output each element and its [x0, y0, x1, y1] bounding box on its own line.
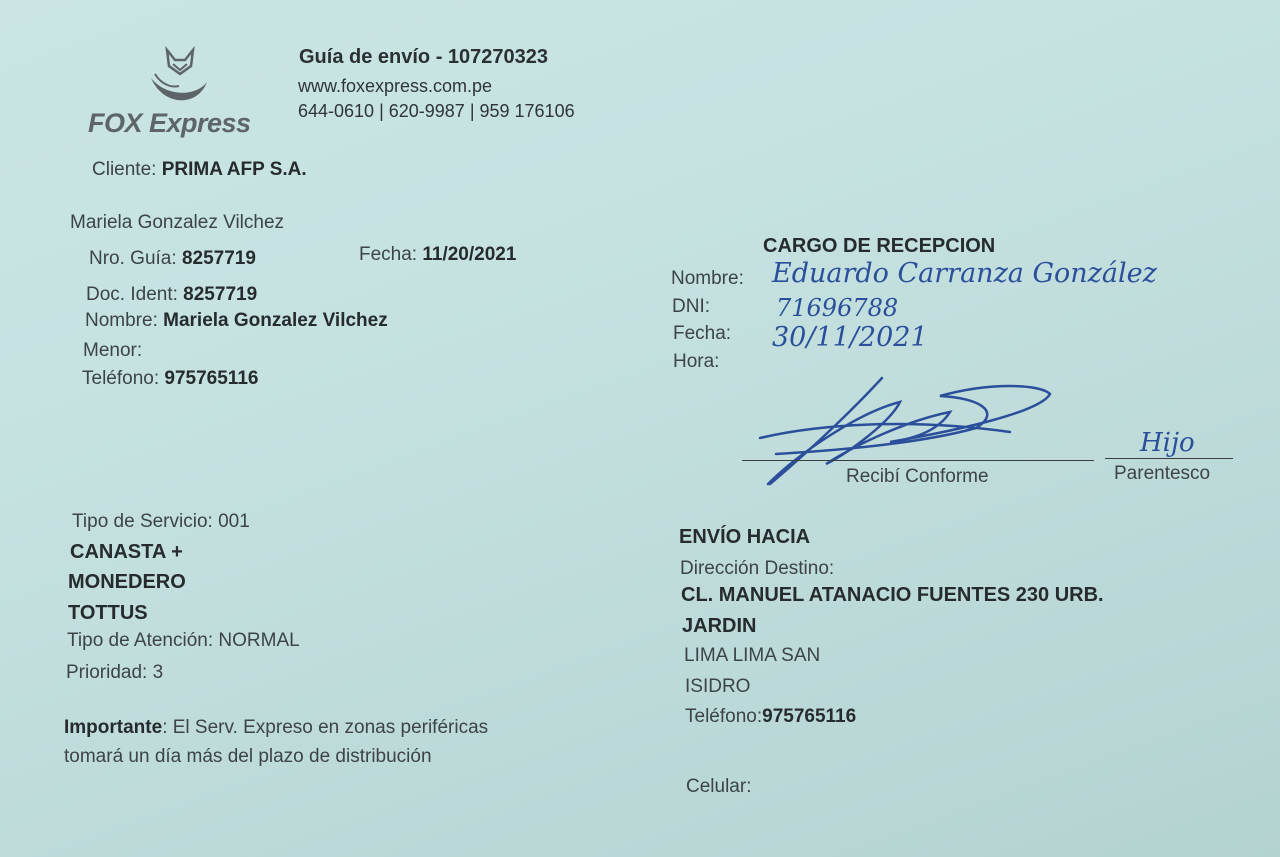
shipping-telefono-label: Teléfono:	[685, 706, 763, 727]
address-line-4: ISIDRO	[685, 676, 751, 697]
tipo-atencion: Tipo de Atención: NORMAL	[67, 630, 300, 651]
client-label: Cliente:	[92, 159, 157, 180]
fecha-label: Fecha:	[359, 244, 418, 265]
address-line-1: CL. MANUEL ATANACIO FUENTES 230 URB.	[681, 584, 1104, 606]
address-line-3: LIMA LIMA SAN	[684, 645, 821, 666]
brand-name: FOX Express	[88, 108, 251, 138]
product-line-2: MONEDERO	[68, 571, 186, 593]
important-note-line-2: tomará un día más del plazo de distribución	[64, 746, 432, 767]
product-line-3: TOTTUS	[68, 602, 148, 624]
recibi-conforme-label: Recibí Conforme	[846, 466, 989, 487]
nombre-row	[85, 310, 388, 332]
prioridad: Prioridad: 3	[66, 662, 164, 683]
nombre-label: Nombre:	[85, 310, 158, 331]
receipt-nombre-handwritten: Eduardo Carranza González	[772, 258, 1157, 289]
tipo-servicio: Tipo de Servicio: 001	[72, 511, 250, 532]
direccion-label: Dirección Destino:	[680, 558, 835, 579]
fecha-row	[359, 244, 516, 266]
receipt-dni-label: DNI:	[672, 296, 710, 317]
client-value: PRIMA AFP S.A.	[161, 159, 307, 180]
nro-guia-value: 8257719	[181, 248, 256, 269]
phones: 644-0610 | 620-9987 | 959 176106	[298, 101, 575, 121]
recipient-name: Mariela Gonzalez Vilchez	[70, 212, 285, 233]
doc-ident-label: Doc. Ident:	[86, 284, 178, 305]
nro-guia-label: Nro. Guía:	[89, 248, 177, 269]
fecha-value: 11/20/2021	[422, 244, 517, 265]
client-row	[92, 159, 307, 181]
shipping-telefono-value: 975765116	[762, 706, 857, 727]
fox-logo-icon	[145, 44, 215, 108]
receipt-fecha-label: Fecha:	[673, 323, 732, 344]
nombre-value: Mariela Gonzalez Vilchez	[163, 310, 388, 331]
guide-title: Guía de envío - 107270323	[299, 46, 549, 68]
parentesco-line	[1105, 458, 1233, 459]
nro-guia-row	[89, 248, 256, 270]
important-label: Importante	[64, 717, 163, 738]
product-line-1: CANASTA +	[70, 541, 183, 563]
doc-ident-value: 8257719	[183, 284, 258, 305]
important-text-1: : El Serv. Expreso en zonas periféricas	[162, 717, 489, 738]
website: www.foxexpress.com.pe	[298, 76, 493, 96]
important-note-line-1	[64, 717, 488, 739]
receipt-nombre-label: Nombre:	[671, 268, 744, 289]
telefono-label: Teléfono:	[82, 368, 160, 389]
receipt-hora-label: Hora:	[673, 351, 720, 372]
receipt-dni-handwritten: 71696788	[776, 294, 899, 322]
signature-line	[742, 460, 1094, 461]
receipt-fecha-handwritten: 30/11/2021	[772, 322, 928, 353]
receipt-title: CARGO DE RECEPCION	[763, 235, 996, 257]
celular-label: Celular:	[686, 776, 752, 797]
telefono-value: 975765116	[164, 368, 259, 389]
parentesco-label: Parentesco	[1114, 463, 1211, 484]
address-line-2: JARDIN	[682, 615, 757, 637]
parentesco-handwritten: Hijo	[1140, 428, 1195, 458]
menor-label: Menor:	[83, 340, 143, 361]
telefono-row	[82, 368, 258, 390]
shipping-telefono-row	[685, 706, 856, 728]
envio-hacia-title: ENVÍO HACIA	[679, 526, 811, 548]
doc-ident-row	[86, 284, 257, 306]
